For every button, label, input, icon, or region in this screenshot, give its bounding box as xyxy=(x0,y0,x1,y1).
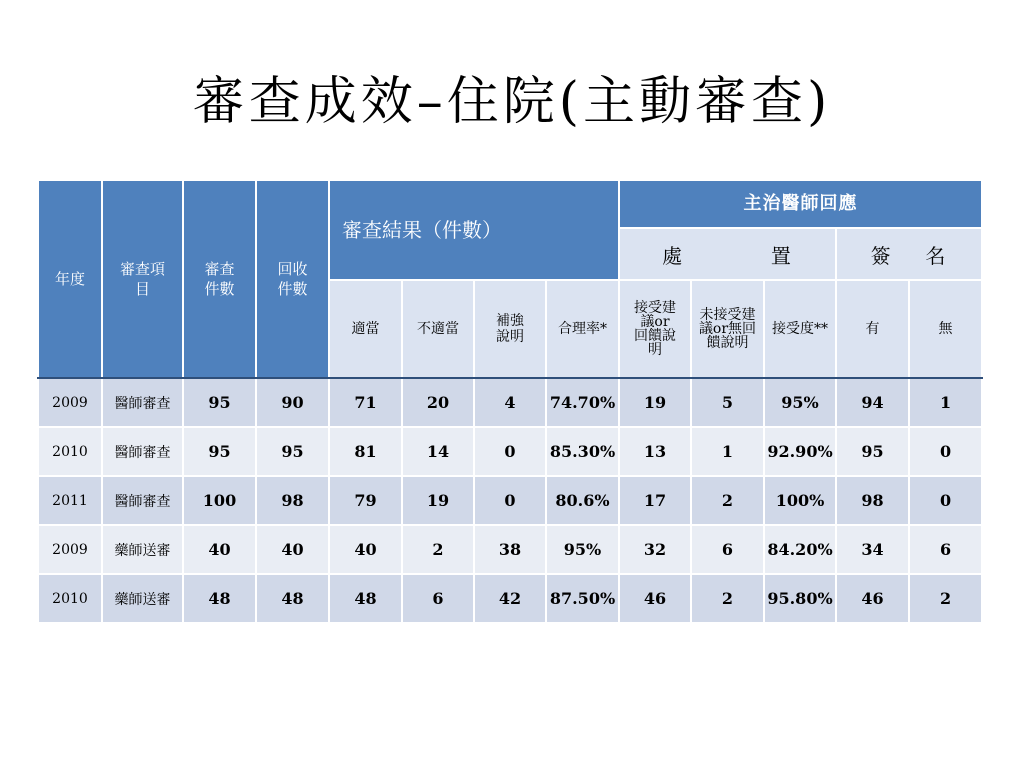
cell-returned: 98 xyxy=(256,476,329,525)
cell-signed-yes: 34 xyxy=(836,525,909,574)
header-signed-no: 無 xyxy=(909,280,982,378)
header-rationality: 合理率* xyxy=(546,280,619,378)
cell-review: 48 xyxy=(183,574,256,623)
cell-signed-yes: 95 xyxy=(836,427,909,476)
table-row xyxy=(38,427,982,476)
cell-accepted: 46 xyxy=(619,574,691,623)
cell-year: 2009 xyxy=(38,525,102,574)
header-row-1 xyxy=(38,180,982,228)
cell-not-accepted: 5 xyxy=(691,378,764,427)
cell-inappropriate: 20 xyxy=(402,378,474,427)
cell-supplement: 0 xyxy=(474,476,546,525)
cell-signed-yes: 98 xyxy=(836,476,909,525)
cell-appropriate: 71 xyxy=(329,378,402,427)
cell-appropriate: 40 xyxy=(329,525,402,574)
header-inappropriate: 不適當 xyxy=(402,280,474,378)
cell-accepted: 17 xyxy=(619,476,691,525)
header-attending-response: 主治醫師回應 xyxy=(619,180,982,228)
cell-year: 2011 xyxy=(38,476,102,525)
header-appropriate: 適當 xyxy=(329,280,402,378)
cell-year: 2009 xyxy=(38,378,102,427)
table-row xyxy=(38,476,982,525)
cell-supplement: 4 xyxy=(474,378,546,427)
cell-review: 40 xyxy=(183,525,256,574)
cell-review: 100 xyxy=(183,476,256,525)
cell-item: 醫師審查 xyxy=(102,378,183,427)
cell-returned: 40 xyxy=(256,525,329,574)
header-review-results: 審查結果（件數） xyxy=(329,180,619,280)
header-disposal xyxy=(619,228,836,280)
cell-signed-no: 2 xyxy=(909,574,982,623)
cell-rationality: 80.6% xyxy=(546,476,619,525)
cell-signed-no: 0 xyxy=(909,476,982,525)
cell-item: 醫師審查 xyxy=(102,427,183,476)
cell-year: 2010 xyxy=(38,574,102,623)
cell-supplement: 0 xyxy=(474,427,546,476)
cell-signed-yes: 46 xyxy=(836,574,909,623)
slide-title: 審查成效–住院(主動審查) xyxy=(192,72,832,132)
cell-rationality: 87.50% xyxy=(546,574,619,623)
cell-year: 2010 xyxy=(38,427,102,476)
cell-rationality: 74.70% xyxy=(546,378,619,427)
header-returned-count: 回收件數 xyxy=(256,180,329,378)
cell-accepted: 32 xyxy=(619,525,691,574)
cell-supplement: 38 xyxy=(474,525,546,574)
cell-rationality: 95% xyxy=(546,525,619,574)
cell-review: 95 xyxy=(183,427,256,476)
header-sign-b: 名 xyxy=(925,243,948,268)
header-accepted: 接受建議or回饋說明 xyxy=(619,280,691,378)
cell-inappropriate: 19 xyxy=(402,476,474,525)
cell-acceptance: 95.80% xyxy=(764,574,836,623)
header-supplement: 補強說明 xyxy=(474,280,546,378)
cell-item: 醫師審查 xyxy=(102,476,183,525)
cell-returned: 95 xyxy=(256,427,329,476)
cell-appropriate: 79 xyxy=(329,476,402,525)
header-year: 年度 xyxy=(38,180,102,378)
cell-signed-no: 6 xyxy=(909,525,982,574)
cell-supplement: 42 xyxy=(474,574,546,623)
cell-not-accepted: 2 xyxy=(691,476,764,525)
cell-inappropriate: 14 xyxy=(402,427,474,476)
cell-acceptance: 92.90% xyxy=(764,427,836,476)
cell-returned: 48 xyxy=(256,574,329,623)
header-sign-a: 簽 xyxy=(870,243,893,268)
cell-acceptance: 100% xyxy=(764,476,836,525)
cell-inappropriate: 2 xyxy=(402,525,474,574)
table-row xyxy=(38,525,982,574)
cell-inappropriate: 6 xyxy=(402,574,474,623)
header-signed-yes: 有 xyxy=(836,280,909,378)
cell-accepted: 13 xyxy=(619,427,691,476)
cell-appropriate: 48 xyxy=(329,574,402,623)
cell-signed-no: 0 xyxy=(909,427,982,476)
cell-rationality: 85.30% xyxy=(546,427,619,476)
cell-accepted: 19 xyxy=(619,378,691,427)
header-not-accepted: 未接受建議or無回饋說明 xyxy=(691,280,764,378)
header-disposal-a: 處 xyxy=(662,243,685,268)
cell-item: 藥師送審 xyxy=(102,574,183,623)
cell-not-accepted: 6 xyxy=(691,525,764,574)
cell-signed-no: 1 xyxy=(909,378,982,427)
header-review-item: 審查項目 xyxy=(102,180,183,378)
cell-item: 藥師送審 xyxy=(102,525,183,574)
header-sign xyxy=(836,228,982,280)
table-row xyxy=(38,378,982,427)
cell-returned: 90 xyxy=(256,378,329,427)
cell-not-accepted: 2 xyxy=(691,574,764,623)
cell-signed-yes: 94 xyxy=(836,378,909,427)
cell-appropriate: 81 xyxy=(329,427,402,476)
header-acceptance-rate: 接受度** xyxy=(764,280,836,378)
cell-review: 95 xyxy=(183,378,256,427)
header-disposal-b: 置 xyxy=(770,243,793,268)
table-row xyxy=(38,574,982,623)
header-review-count: 審查件數 xyxy=(183,180,256,378)
cell-acceptance: 84.20% xyxy=(764,525,836,574)
cell-not-accepted: 1 xyxy=(691,427,764,476)
cell-acceptance: 95% xyxy=(764,378,836,427)
review-results-table xyxy=(37,179,983,624)
